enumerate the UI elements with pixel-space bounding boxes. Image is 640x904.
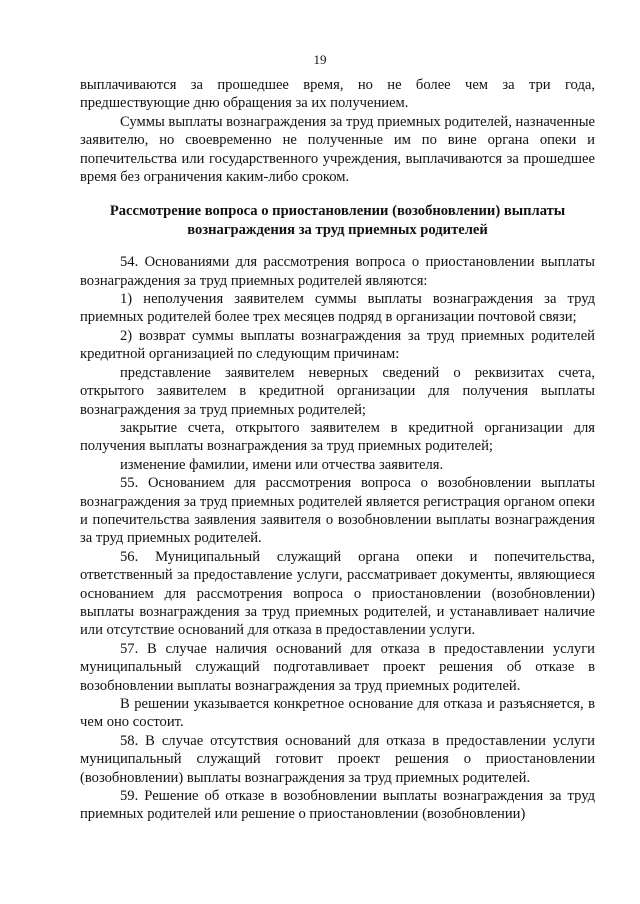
- paragraph-54-item-2: 2) возврат суммы выплаты вознаграждения за труд приемных родителей кредитной организацией по следующим причинам:: [80, 327, 595, 363]
- paragraph-54-reason-2: закрытие счета, открытого заявителем в кредитной организации для получения выплаты вознаграждения за труд приемных родителей;: [80, 419, 595, 455]
- paragraph-continued: выплачиваются за прошедшее время, но не более чем за три года, предшествующие дню обращения за их получением.: [80, 77, 595, 112]
- paragraph-56: 56. Муниципальный служащий органа опеки и попечительства, ответственный за предоставление услуги, рассматривает документы, являющиеся основанием для рассмотрения вопроса о приостановлении (возобновлении) выплаты вознаграждения за труд приемных родителей, и устанавливает наличие или отсутствие оснований для отказа в предоставлении услуги.: [80, 548, 595, 639]
- paragraph-54-reason-3: изменение фамилии, имени или отчества заявителя.: [120, 456, 444, 473]
- paragraph-54-item-1: 1) неполучения заявителем суммы выплаты вознаграждения за труд приемных родителей более трех месяцев подряд в организации почтовой связи;: [80, 291, 595, 326]
- paragraph-57: 57. В случае наличия оснований для отказа в предоставлении услуги муниципальный служащий подготавливает проект решения об отказе в возобновлении выплаты вознаграждения за труд приемных родителей.: [80, 640, 595, 694]
- paragraph-57-note: В решении указывается конкретное основание для отказа и разъясняется, в чем оно состоит.: [80, 696, 595, 731]
- paragraph-54: 54. Основаниями для рассмотрения вопроса о приостановлении выплаты вознаграждения за труд приемных родителей являются:: [80, 254, 595, 289]
- document-body: [80, 76, 595, 824]
- paragraph-59: 59. Решение об отказе в возобновлении выплаты вознаграждения за труд приемных родителей или решение о приостановлении (возобновлении): [80, 788, 595, 823]
- paragraph-54-reason-1: представление заявителем неверных сведений о реквизитах счета, открытого заявителем в кредитной организации для получения выплаты вознаграждения за труд приемных родителей;: [80, 364, 595, 418]
- paragraph-58: 58. В случае отсутствия оснований для отказа в предоставлении услуги муниципальный служащий готовит проект решения о приостановлении (возобновлении) выплаты вознаграждения за труд приемных родителей.: [80, 732, 595, 786]
- paragraph: Суммы выплаты вознаграждения за труд приемных родителей, назначенные заявителю, но своевременно не полученные им по вине органа опеки и попечительства или государственного учреждения, выплачиваются за прошедшее время без ограничения каким-либо сроком.: [80, 113, 595, 186]
- paragraph-55: 55. Основанием для рассмотрения вопроса о возобновлении выплаты вознаграждения за труд приемных родителей является регистрация органом опеки и попечительства заявления заявителя о возобновлении выплаты вознаграждения за труд приемных родителей.: [80, 475, 595, 547]
- section-heading: Рассмотрение вопроса о приостановлении (возобновлении) выплаты вознаграждения за труд приемных родителей: [109, 203, 566, 238]
- page-number: 19: [313, 52, 327, 67]
